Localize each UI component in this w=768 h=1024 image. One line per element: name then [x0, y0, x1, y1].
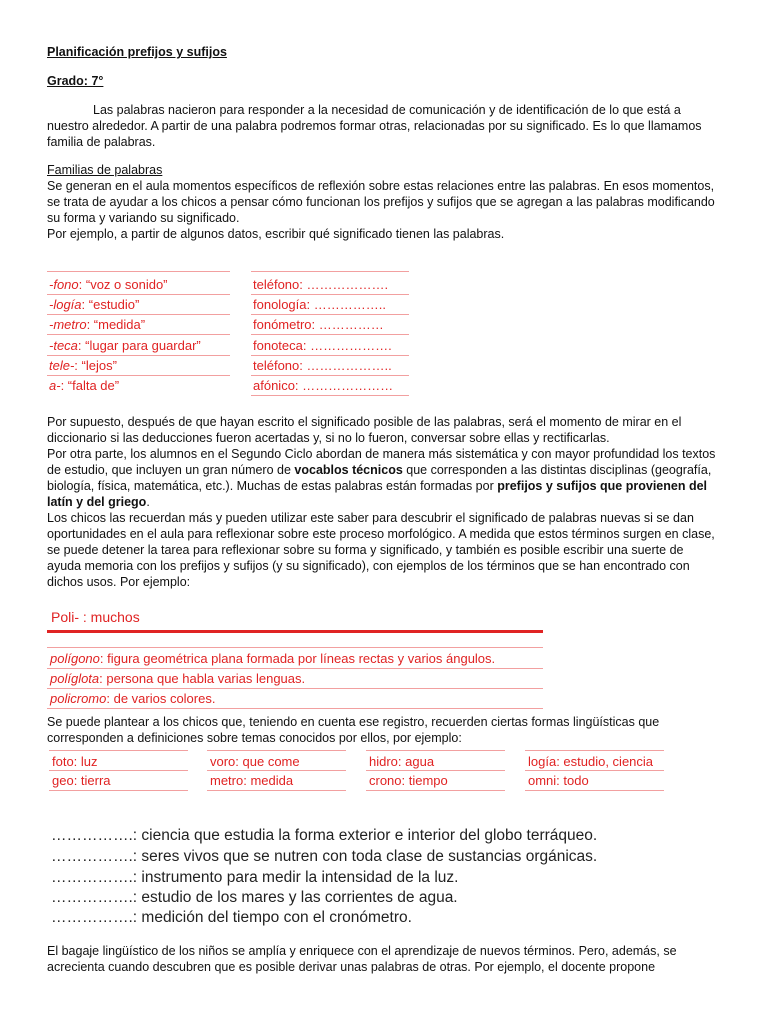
- row-divider: [47, 334, 230, 335]
- word-blank: fonología: ……………..: [253, 297, 386, 312]
- row-divider: [251, 355, 409, 356]
- bold-term: prefijos y sufijos que provienen del latín y del griego: [47, 479, 707, 509]
- row-divider: [366, 750, 505, 751]
- affix-row: [49, 277, 168, 293]
- affix-term: tele-: [49, 358, 75, 373]
- affix-term: -fono: [49, 277, 79, 292]
- row-divider: [251, 314, 409, 315]
- word-blank: teléfono: ……………….: [253, 277, 389, 292]
- affix-row: [49, 317, 145, 333]
- affix-row: [49, 358, 117, 374]
- poli-row: [50, 691, 215, 707]
- affix-meaning: : “estudio”: [81, 297, 140, 312]
- dictionary-paragraph: Por supuesto, después de que hayan escrito el significado posible de las palabras, será el momento de mirar en el diccionario si las deducciones fueron acertadas y, si no lo fueron, conversar sobre ellas y rectificarlas.: [47, 415, 682, 445]
- root-item: logía: estudio, ciencia: [528, 754, 654, 769]
- poli-row: [50, 651, 495, 667]
- affix-meaning: : “falta de”: [60, 378, 120, 393]
- root-item: omni: todo: [528, 773, 589, 788]
- affix-term: -metro: [49, 317, 87, 332]
- row-divider: [251, 271, 409, 272]
- row-divider: [47, 647, 543, 648]
- row-divider: [47, 668, 543, 669]
- row-divider: [47, 314, 230, 315]
- word-blank: fonoteca: ……………….: [253, 338, 392, 353]
- word-blank: afónico: …………………: [253, 378, 394, 393]
- affix-row: [49, 338, 201, 354]
- bold-term: vocablos técnicos: [294, 463, 403, 477]
- intro-paragraph: Las palabras nacieron para responder a la necesidad de comunicación y de identificación de lo que está a nuestro alrededor. A partir de una palabra podremos formar otras, relacionadas por su significado. Es lo que llamamos familia de palabras.: [47, 103, 702, 149]
- row-divider: [251, 294, 409, 295]
- memory-aid-paragraph: Los chicos las recuerdan más y pueden utilizar este saber para descubrir el significado de palabras nuevas si se dan oportunidades en el aula para reflexionar sobre este proceso morfológico. A medida que estos términos surgen en clase, se puede detener la tarea para reflexionar sobre su forma y significado, y también es posible escribir una suerte de ayuda memoria con los prefijos y sufijos (y su significado), con ejemplos de los términos que se han encontrado con dichos usos. Por ejemplo:: [47, 511, 715, 589]
- row-divider: [251, 395, 409, 396]
- exercise-item: …………….: estudio de los mares y las corrientes de agua.: [51, 889, 458, 906]
- section-paragraph: Se generan en el aula momentos específicos de reflexión sobre estas relaciones entre las palabras. En esos momentos, se trata de ayudar a los chicos a pensar cómo funcionan los prefijos y sufijos que se agregan a las palabras modificando su forma y variando su significado.: [47, 179, 715, 225]
- poli-heading: Poli- : muchos: [51, 609, 140, 625]
- root-item: hidro: agua: [369, 754, 435, 769]
- affix-meaning: : “lejos”: [74, 358, 117, 373]
- row-divider: [47, 375, 230, 376]
- row-divider: [47, 271, 230, 272]
- row-divider: [47, 294, 230, 295]
- row-divider: [525, 790, 664, 791]
- exercise-item: …………….: medición del tiempo con el cronómetro.: [51, 909, 412, 926]
- affix-meaning: : “medida”: [86, 317, 146, 332]
- row-divider: [207, 790, 346, 791]
- row-divider: [251, 334, 409, 335]
- row-divider: [525, 750, 664, 751]
- row-divider: [49, 790, 188, 791]
- row-divider: [207, 750, 346, 751]
- affix-meaning: : “lugar para guardar”: [77, 338, 201, 353]
- grade-label: Grado: 7°: [47, 74, 104, 88]
- root-item: metro: medida: [210, 773, 294, 788]
- example-instruction: Por ejemplo, a partir de algunos datos, escribir qué significado tienen las palabras.: [47, 227, 505, 241]
- text-span: Por otra parte, los alumnos en el Segundo Ciclo abordan de manera más sistemática y con mayor profundidad los textos de estudio, que incluyen un gran número de: [47, 447, 716, 477]
- row-divider: [366, 770, 505, 771]
- closing-paragraph: El bagaje lingüístico de los niños se amplía y enriquece con el aprendizaje de nuevos términos. Pero, además, se acrecienta cuando descubren que es posible derivar unas palabras de otras. Por ejemplo, el docente propone: [47, 944, 677, 974]
- word-blank: teléfono: ………………..: [253, 358, 392, 373]
- row-divider: [525, 770, 664, 771]
- row-divider: [366, 790, 505, 791]
- root-item: geo: tierra: [52, 773, 111, 788]
- root-item: voro: que come: [210, 754, 300, 769]
- section-heading: Familias de palabras: [47, 163, 163, 177]
- affix-row: [49, 297, 139, 313]
- text-span: que corresponden a las distintas disciplinas (geografía, biología, física, matemática, etc.). Muchas de estas palabras están formadas por: [47, 463, 712, 493]
- exercise-item: …………….: ciencia que estudia la forma exterior e interior del globo terráqueo.: [51, 827, 598, 844]
- root-item: foto: luz: [52, 754, 98, 769]
- exercise-item: …………….: seres vivos que se nutren con toda clase de sustancias orgánicas.: [51, 848, 598, 865]
- row-divider: [47, 688, 543, 689]
- poli-definition: : persona que habla varias lenguas.: [99, 671, 306, 686]
- row-divider: [47, 355, 230, 356]
- affix-term: -teca: [49, 338, 78, 353]
- poli-word: policromo: [50, 691, 107, 706]
- document-title: Planificación prefijos y sufijos: [47, 45, 227, 59]
- root-item: crono: tiempo: [369, 773, 448, 788]
- affix-term: -logía: [49, 297, 82, 312]
- affix-meaning: : “voz o sonido”: [78, 277, 168, 292]
- row-divider: [47, 708, 543, 709]
- exercise-item: …………….: instrumento para medir la intensidad de la luz.: [51, 869, 459, 886]
- explanation-block: [47, 414, 719, 590]
- poli-definition: : de varios colores.: [106, 691, 216, 706]
- registry-paragraph: Se puede plantear a los chicos que, teniendo en cuenta ese registro, recuerden ciertas formas lingüísticas que corresponden a definiciones sobre temas conocidos por ellos, por ejemplo:: [47, 715, 660, 745]
- row-divider: [207, 770, 346, 771]
- poli-row: [50, 671, 305, 687]
- poli-word: polígono: [50, 651, 100, 666]
- affix-term: a-: [49, 378, 61, 393]
- text-span: .: [146, 495, 150, 509]
- poli-word: políglota: [50, 671, 100, 686]
- heading-rule: [47, 630, 543, 633]
- row-divider: [49, 750, 188, 751]
- technical-vocab-paragraph: [47, 446, 719, 510]
- word-blank: fonómetro: ……………: [253, 317, 384, 332]
- poli-definition: : figura geométrica plana formada por líneas rectas y varios ángulos.: [99, 651, 496, 666]
- row-divider: [49, 770, 188, 771]
- affix-row: [49, 378, 119, 394]
- row-divider: [251, 375, 409, 376]
